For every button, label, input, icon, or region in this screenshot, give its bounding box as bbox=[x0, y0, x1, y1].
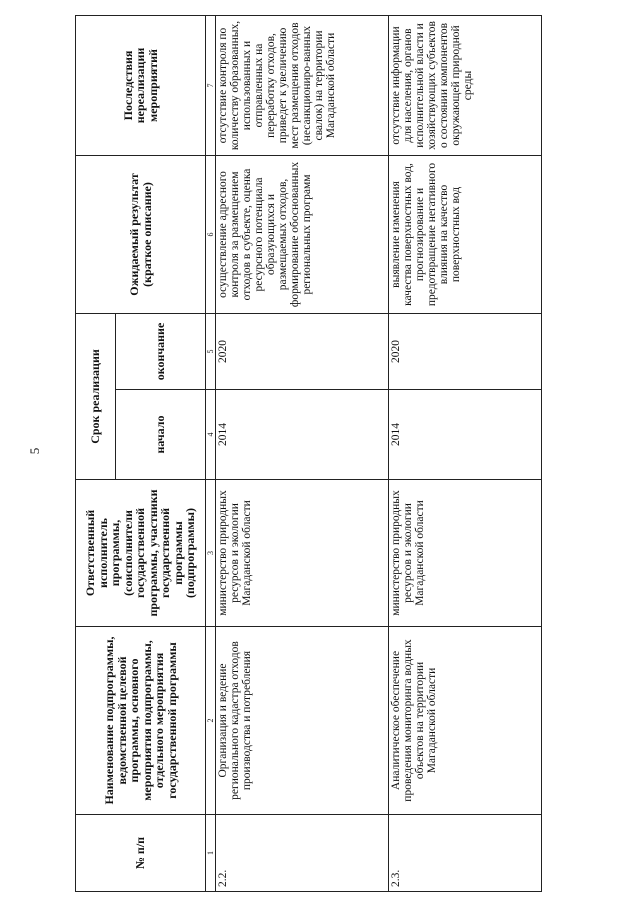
column-number: 4 bbox=[206, 390, 216, 480]
column-numbers-row bbox=[206, 15, 216, 891]
header-number: № п/п bbox=[76, 815, 206, 892]
header-executor: Ответственный исполнитель программы, (соисполнители государственной программы, участники государственной программы (подпрограммы) bbox=[76, 480, 206, 627]
header-row-top bbox=[76, 15, 116, 891]
column-number: 7 bbox=[206, 15, 216, 155]
page-number: 5 bbox=[27, 447, 42, 455]
header-expected-result: Ожидаемый результат (краткое описание) bbox=[76, 155, 206, 313]
row-consequences: отсутствие информации для населения, органов исполнительной власти и хозяйствующих субъектов о состоянии компонентов окружающей природной среды bbox=[389, 15, 542, 155]
program-measures-table bbox=[75, 15, 542, 892]
header-consequences: Последствия нереализации мероприятий bbox=[76, 15, 206, 155]
row-end: 2020 bbox=[216, 313, 389, 389]
row-consequences: отсутствие контроля по количеству образованных, использованных и отправленных на переработку отходов, приведет к увеличению мест размещения отходов (несанкциониро-ванных свалок) на территории Магаданской области bbox=[216, 15, 389, 155]
header-end: окончание bbox=[116, 313, 206, 389]
row-end: 2020 bbox=[389, 313, 542, 389]
row-expected-result: осуществление адресного контроля за размещением отходов в субъекте, оценка ресурсного потенциала образующихся и размещаемых отходов, формирование обоснованных региональных программ bbox=[216, 155, 389, 313]
column-number: 2 bbox=[206, 627, 216, 815]
row-program-name: Организация и ведение регионального кадастра отходов производства и потребления bbox=[216, 627, 389, 815]
row-executor: министерство природных ресурсов и экологии Магаданской области bbox=[216, 480, 389, 627]
column-number: 3 bbox=[206, 480, 216, 627]
column-number: 1 bbox=[206, 815, 216, 892]
column-number: 5 bbox=[206, 313, 216, 389]
row-number: 2.2. bbox=[216, 815, 389, 892]
row-number: 2.3. bbox=[389, 815, 542, 892]
row-expected-result: выявление изменения качества поверхностных вод, прогнозирование и предотвращение негативного влияния на качество поверхностных вод bbox=[389, 155, 542, 313]
row-start: 2014 bbox=[389, 390, 542, 480]
table-row bbox=[389, 15, 542, 891]
row-executor: министерство природных ресурсов и экологии Магаданской области bbox=[389, 480, 542, 627]
column-number: 6 bbox=[206, 155, 216, 313]
row-start: 2014 bbox=[216, 390, 389, 480]
table-row bbox=[216, 15, 389, 891]
header-start: начало bbox=[116, 390, 206, 480]
header-program-name: Наименование подпрограммы, ведомственной целевой программы, основного мероприятия подпрограммы, отдельного мероприятия государственной программы bbox=[76, 627, 206, 815]
row-program-name: Аналитическое обеспечение проведения мониторинга водных объектов на территории Магаданской области bbox=[389, 627, 542, 815]
header-period: Срок реализации bbox=[76, 313, 116, 479]
